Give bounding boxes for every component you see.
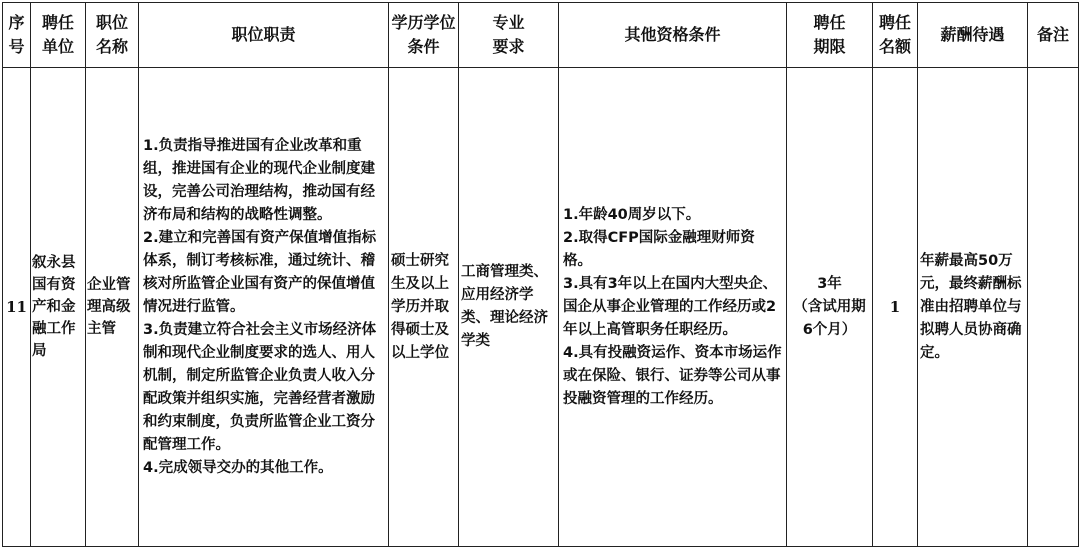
header-salary: 薪酬待遇 [918,3,1028,68]
header-duties: 职位职责 [139,3,389,68]
header-position: 职位 名称 [86,3,139,68]
header-quota: 聘任 名额 [873,3,918,68]
term-line: 6个月） [802,321,857,338]
cell-position: 企业管理高级主管 [86,68,139,547]
cell-education: 硕士研究生及以上学历并取得硕士及以上学位 [389,68,459,547]
term-line: （含试用期 [793,298,866,315]
cell-term [787,68,873,547]
cell-remark [1028,68,1079,547]
duty-item: 1.负责指导推进国有企业改革和重组，推进国有企业的现代企业制度建设，完善公司治理结构，推动国有经济布局和结构的战略性调整。 [143,137,375,223]
qualification-item: 4.具有投融资运作、资本市场运作或在保险、银行、证券等公司从事投融资管理的工作经历。 [563,344,782,407]
cell-salary: 年薪最高50万元，最终薪酬标准由招聘单位与拟聘人员协商确定。 [918,68,1028,547]
table-row [3,68,1079,547]
header-remark: 备注 [1028,3,1079,68]
cell-major: 工商管理类、应用经济学类、理论经济学类 [459,68,559,547]
cell-quota: 1 [873,68,918,547]
qualification-item: 1.年龄40周岁以下。 [563,206,701,223]
qualification-item: 2.取得CFP国际金融理财师资格。 [563,229,755,269]
cell-other-qualifications [559,68,787,547]
term-line: 3年 [817,275,842,292]
header-education: 学历学位 条件 [389,3,459,68]
cell-unit: 叙永县国有资产和金融工作局 [31,68,86,547]
duty-item: 4.完成领导交办的其他工作。 [143,459,333,476]
header-unit: 聘任 单位 [31,3,86,68]
header-major: 专业 要求 [459,3,559,68]
duty-item: 3.负责建立符合社会主义市场经济体制和现代企业制度要求的选人、用人机制，制定所监管企业负责人收入分配政策并组织实施，完善经营者激励和约束制度，负责所监管企业工资分配管理工作。 [143,321,377,453]
job-posting-table [2,2,1079,547]
qualification-item: 3.具有3年以上在国内大型央企、国企从事企业管理的工作经历或2年以上高管职务任职经历。 [563,275,778,338]
cell-duties [139,68,389,547]
cell-seq: 11 [3,68,31,547]
header-term: 聘任 期限 [787,3,873,68]
duty-item: 2.建立和完善国有资产保值增值指标体系，制订考核标准，通过统计、稽核对所监管企业国有资产的保值增值情况进行监管。 [143,229,377,315]
header-seq: 序 号 [3,3,31,68]
header-row [3,3,1079,68]
header-other-qualifications: 其他资格条件 [559,3,787,68]
